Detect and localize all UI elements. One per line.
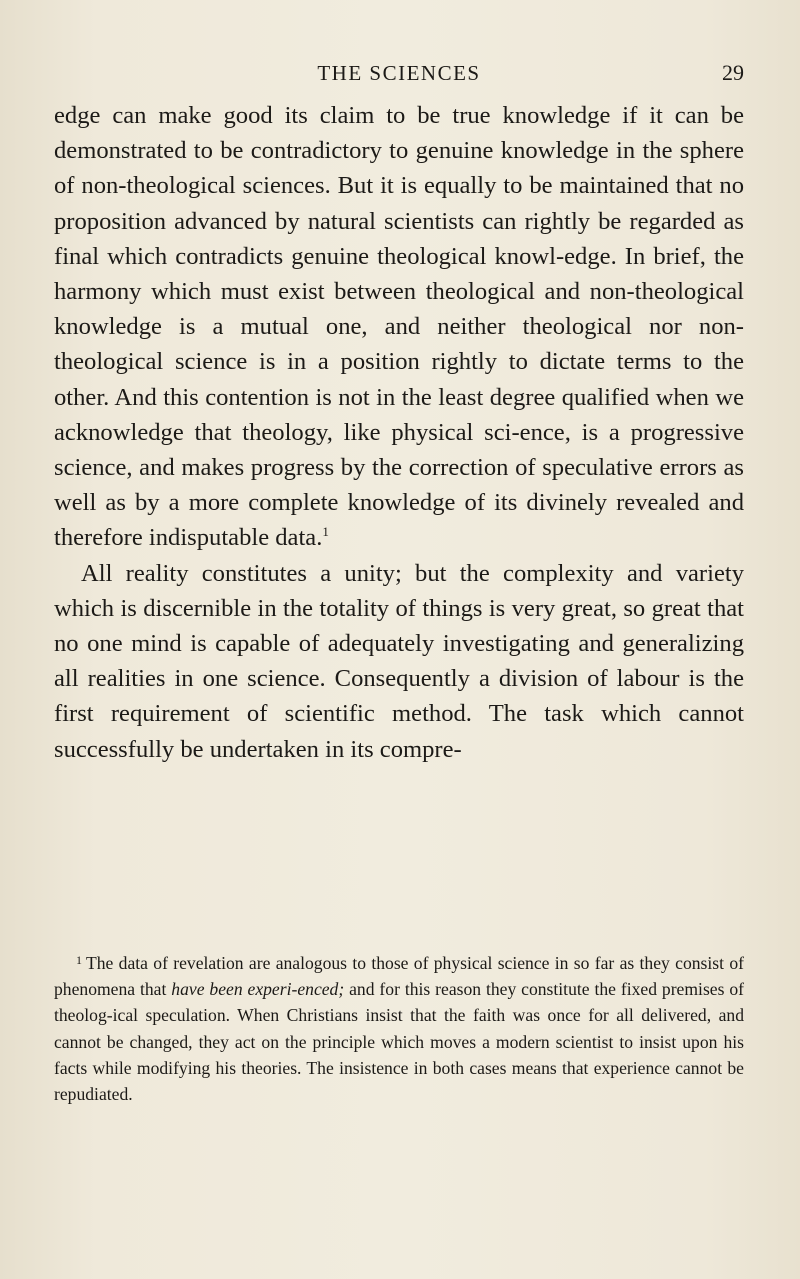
footnote-emphasis: have been experi-enced; [171,979,345,1000]
body-text [54,98,744,767]
paragraph-2: All reality constitutes a unity; but the complexity and variety which is discernible in the totality of things is very great, so great that no one mind is capable of adequately investigating and generalizing all realities in one science. Consequently a division of labour is the first requirement of scientific method. The task which cannot successfully be undertaken in its compre- [54,559,744,763]
footnote-text-end: and for this reason they constitute the fixed premises of theolog-ical speculation. When Christians insist that the faith was once for all delivered, and cannot be changed, they act on the principle which moves a modern scientist to insist upon his facts while modifying his theories. The insistence in both cases means that experience cannot be repudiated. [54,979,744,1105]
running-head: THE SCIENCES [317,61,481,85]
footnote-paragraph [54,950,744,1107]
paragraph-1 [54,98,744,556]
footnote [54,950,744,1107]
page-number: 29 [722,60,744,85]
footnote-text-start: The data of revelation are analogous to those of physical science in so far as they consist of phenomena that [54,953,744,1000]
footnote-marker: 1 [76,953,82,967]
footnote-reference: 1 [322,524,329,540]
paragraph-1-text: edge can make good its claim to be true knowledge if it can be demonstrated to be contradictory to genuine knowledge in the sphere of non-theological sciences. But it is equally to be maintained that no proposition advanced by natural scientists can rightly be regarded as final which contradicts genuine theological knowl-edge. In brief, the harmony which must exist between theological and non-theological knowledge is a mutual one, and neither theological nor non-theological science is in a position rightly to dictate terms to the other. And this contention is not in the least degree qualified when we acknowledge that theology, like physical sci-ence, is a progressive science, and makes progress by the correction of speculative errors as well as by a more complete knowledge of its divinely revealed and therefore indisputable data. [54,102,744,552]
page-header [54,56,744,90]
